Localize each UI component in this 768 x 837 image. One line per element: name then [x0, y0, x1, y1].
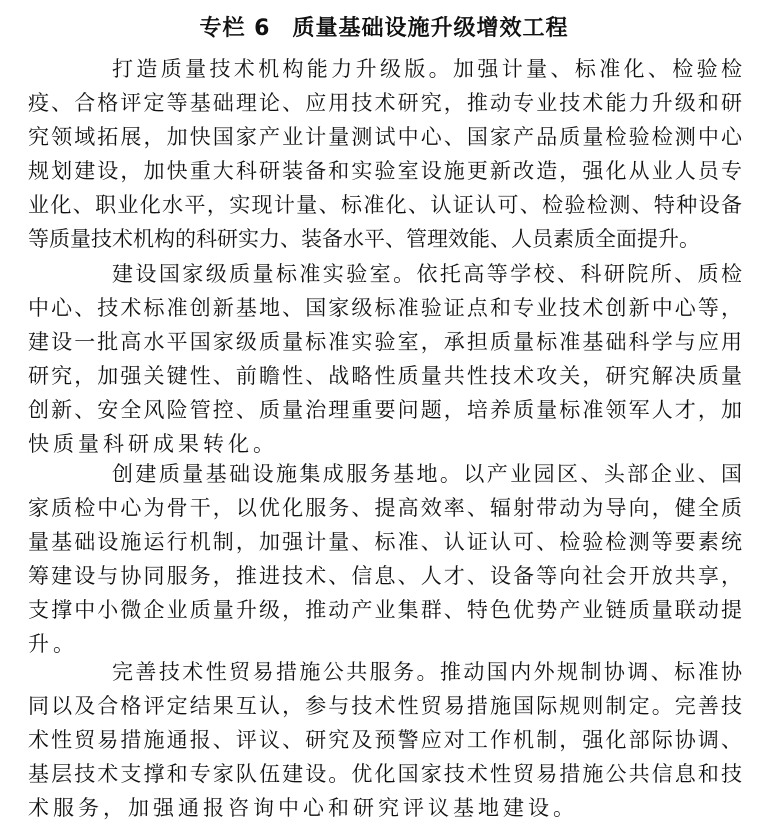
box-heading: 质量基础设施升级增效工程 — [292, 16, 569, 41]
text-line: 同以及合格评定结果互认，参与技术性贸易措施国际规则制定。完善技 — [28, 694, 745, 718]
text-line: 基层技术支撑和专家队伍建设。优化国家技术性贸易措施公共信息和技 — [28, 762, 745, 786]
text-line: 创新、安全风险管控、质量治理重要问题，培养质量标准领军人才，加 — [28, 398, 745, 422]
text-line: 快质量科研成果转化。 — [28, 432, 278, 456]
text-line: 研究，加强关键性、前瞻性、战略性质量共性技术攻关，研究解决质量 — [28, 364, 745, 388]
text-line: 量基础设施运行机制，加强计量、标准、认证认可、检验检测等要素统 — [28, 530, 745, 554]
text-line: 升。 — [28, 632, 78, 656]
text-line: 等质量技术机构的科研实力、装备水平、管理效能、人员素质全面提升。 — [28, 227, 700, 251]
text-line: 业化、职业化水平，实现计量、标准化、认证认可、检验检测、特种设备 — [28, 193, 744, 217]
text-line: 建设一批高水平国家级质量标准实验室，承担质量标准基础科学与应用 — [28, 330, 745, 354]
text-line: 支撑中小微企业质量升级，推动产业集群、特色优势产业链质量联动提 — [28, 598, 745, 622]
text-line: 规划建设，加快重大科研装备和实验室设施更新改造，强化从业人员专 — [28, 159, 745, 183]
box-title — [0, 14, 768, 44]
text-line: 完善技术性贸易措施公共服务。推动国内外规制协调、标准协 — [112, 660, 745, 684]
text-line: 中心、技术标准创新基地、国家级标准验证点和专业技术创新中心等， — [28, 296, 745, 320]
text-line: 建设国家级质量标准实验室。依托高等学校、科研院所、质检 — [112, 262, 745, 286]
text-line: 术服务，加强通报咨询中心和研究评议基地建设。 — [28, 796, 578, 820]
text-line: 疫、合格评定等基础理论、应用技术研究，推动专业技术能力升级和研 — [28, 91, 745, 115]
text-line: 打造质量技术机构能力升级版。加强计量、标准化、检验检 — [112, 57, 746, 81]
text-line: 术性贸易措施通报、评议、研究及预警应对工作机制，强化部际协调、 — [28, 728, 745, 752]
text-line: 创建质量基础设施集成服务基地。以产业园区、头部企业、国 — [112, 462, 745, 486]
text-line: 筹建设与协同服务，推进技术、信息、人才、设备等向社会开放共享， — [28, 564, 745, 588]
box-label: 专栏 6 — [199, 16, 271, 41]
text-line: 家质检中心为骨干，以优化服务、提高效率、辐射带动为导向，健全质 — [28, 496, 745, 520]
text-line: 究领域拓展，加快国家产业计量测试中心、国家产品质量检验检测中心 — [28, 125, 745, 149]
